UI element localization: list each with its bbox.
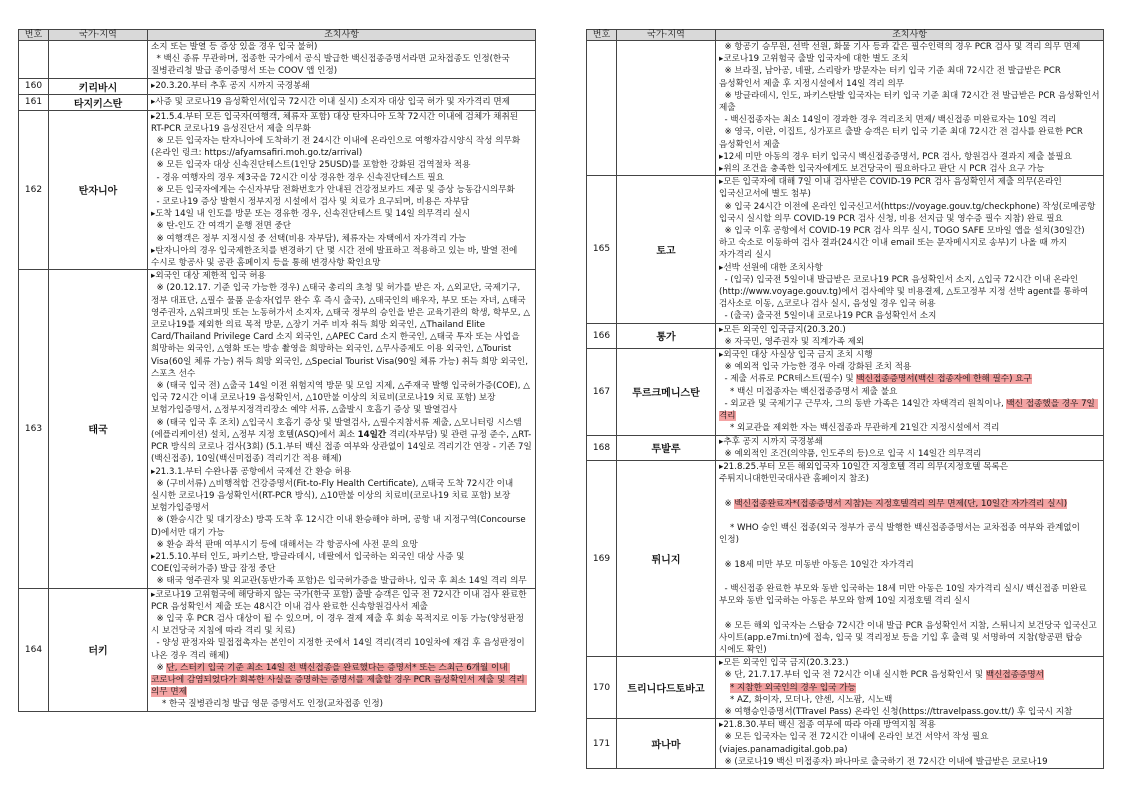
table-row <box>587 349 1104 435</box>
measure-segment: ▸21.5.4.부터 모든 입국자(여행객, 체류자 포함) 대상 탄자니아 도착 72시간 이내에 검체가 채취된 RT-PCR 코로나19 음성진단서 제출 의무화 ※ 모든 입국자는 탄자니아에 도착하기 전 24시간 이내에 온라인으로 여행자감시양식 작성 의무화 (온라인 링크: https://afyamsafiri.moh.go.tz/arrival) ※ 모든 입국자 대상 신속진단테스트(1인당 25USD)를 포함한 강화된 검역절차 적용 - 경유 여행자의 경우 제3국을 72시간 이상 경유한 경우 신속진단테스트 필요 ※ 모든 입국자에게는 수신자부담 전화번호가 안내된 건강정보카드 제공 및 증상 능동감시의무화 - 코로나19 증상 발현시 정부지정 시설에서 검사 및 치료가 요구되며, 비용은 자부담 ▸도착 14일 내 인도를 방문 또는 경유한 경우, 신속진단테스트 및 14일 의무격리 실시 ※ 탄-인도 간 여객기 운행 전면 중단 ※ 여행객은 정부 지정시설 중 선택(비용 자부담), 체류자는 자택에서 자가격리 가능 ▸탄자니아의 경우 입국제한조치를 변경하기 단 몇 시간 전에 발표하고 적용하고 있는 바, 발열 전에 수시로 항공사 및 공관 홈페이지 등을 통해 변경사항 확인요망 <box>151 111 521 269</box>
measures-cell <box>716 176 1104 323</box>
table-header-row <box>587 30 1104 41</box>
highlighted-text: 백신접종완료자*(접종증명서 지참)는 지정호텔격리 의무 면제(단, 10일간 자가격리 실시) <box>734 498 1068 509</box>
header-measures: 조치사항 <box>716 30 1104 41</box>
measure-text <box>151 96 532 108</box>
right-measures-table <box>586 29 1104 769</box>
measure-segment: * 한국 질병관리청 발급 영문 증명서도 인정(교차접종 인정) <box>161 699 383 710</box>
measure-segment: ▸모든 외국인 입국 금지(20.3.23.) ※ 단, 21.7.17.부터 입국 전 72시간 이내 실시한 PCR 음성확인서 및 <box>719 658 984 681</box>
measure-segment: ▸추후 공지 시까지 국경봉쇄 ※ 예외적인 조건(의약품, 인도주의 등)으로 입국 시 14일간 의무격리 <box>719 436 982 459</box>
measure-segment: ▸사증 및 코로나19 음성확인서(입국 72시간 이내 실시) 소지자 대상 입국 허가 및 자가격리 면제 <box>151 97 510 107</box>
measures-cell <box>716 719 1104 769</box>
country-name: 태국 <box>49 270 148 588</box>
measures-cell <box>716 460 1104 656</box>
country-name: 키리바시 <box>49 78 148 94</box>
measure-segment: ▸모든 입국자에 대해 7일 이내 검사받은 COVID-19 PCR 검사 음성확인서 제출 의무(온라인 입국신고서에 별도 첨부) ※ 입국 24시간 이전에 온라인 입국신고서(https://voyage.gouv.tg/checkphone) 작성(로메공항 입국시 실시할 의무 COVID-19 PCR 검사 신청, 비용 선지급 및 영수증 필수 지참) 완료 필요 ※ 입국 이후 공항에서 COVID-19 PCR 검사 의무 실시, TOGO SAFE 모바일 앱을 설치(30일간)하고 숙소로 이동하여 검사 결과(24시간 이내 email 또는 문자메시지로 송부)기 나올 때 까지 자가격리 실시 ▸선박 선원에 대한 조치사항 - (입국) 입국전 5일이내 발급받은 코로나19 PCR 음성확인서 소지, △입국 72시간 이내 온라인(http://www.voyage.gouv.tg)에서 검사예약 및 비용결제, △토고정부 지정 선박 agent를 통하여 검사소로 이동, △코로나 검사 실시, 음성일 경우 입국 허용 - (출국) 출국전 5일이내 코로나19 PCR 음성확인서 소지 <box>719 177 1096 322</box>
header-country: 국가·지역 <box>617 30 716 41</box>
country-name: 탄자니아 <box>49 110 148 270</box>
table-row <box>19 41 536 79</box>
row-number: 169 <box>587 460 617 656</box>
measure-text <box>719 324 1100 348</box>
measures-cell <box>716 349 1104 435</box>
measure-segment: 소지 또는 발열 등 증상 있을 경우 입국 불허) * 백신 종류 무관하며, 접종한 국가에서 공식 발급한 백신접종증명서라면 교차접종도 인정(한국 질병관리청 발급 종이증명서 또는 COOV 앱 인정) <box>151 42 510 77</box>
measure-segment: 격리(자부담) 및 관련 규정 준수, △RT-PCR 방식의 코로나 검사(3회) (5.1.부터 백신 접종 여부와 상관없이 14일로 격리기간 연장 - 기존 7일(백신접종), 10일(백신미접종) 격리기간 적용 해제) ▸21.3.1.부터 수완나품 공항에서 국제선 간 환승 허용 ※ (구비서류) △비행적합 건강증명서(Fit-to-Fly Health Certificate), △태국 도착 72시간 이내 실시한 코로나19 음성확인서(RT-PCR 방식), △10만불 이상의 치료비(코로나19 치료 포함) 보장 보험가입증명서 ※ (환승시간 및 대기장소) 방콕 도착 후 12시간 이내 환승해야 하며, 공항 내 지정구역(Concourse D)에서만 대기 가능 ※ 환승 좌석 판매 여부시기 등에 대해서는 각 항공사에 사전 문의 요망 ▸21.5.10.부터 인도, 파키스탄, 방글라데시, 네팔에서 입국하는 외국인 대상 사증 및 COE(입국허가증) 발급 잠정 중단 ※ 태국 영주권자 및 외교관(동반가족 포함)은 입국허가증을 발급하나, 입국 후 최소 14일 격리 의무 <box>151 429 532 587</box>
measures-cell <box>148 110 536 270</box>
table-row <box>587 719 1104 769</box>
country-name: 토고 <box>617 176 716 323</box>
row-number: 164 <box>19 588 49 711</box>
measure-segment: ▸외국인 대상 사실상 입국 금지 조치 시행 ※ 예외적 입국 가능한 경우 아래 강화된 조치 적용 - 제출 서류로 PCR테스트(필수) 및 <box>719 350 912 385</box>
country-name: 파나마 <box>617 719 716 769</box>
measure-segment: ▸코로나19 고위험국에 해당하지 않는 국가(한국 포함) 출발 승객은 입국 전 72시간 이내 검사 완료한 PCR 음성확인서 제출 또는 48시간 이내 검사 완료한 신속항원검사서 제출 ※ 입국 후 PCR 검사 대상이 될 수 있으며, 이 경우 결제 제출 후 회송 목적지로 이동 가능(양성판정 시 보건당국 지침에 따라 격리 및 치료) - 양성 판정자와 밀접접촉자는 본인이 지정한 곳에서 14일 격리(격리 10일차에 재검 후 음성판정이 나온 경우 격리 해제) ※ <box>151 589 527 673</box>
country-name <box>617 41 716 176</box>
row-number: 160 <box>19 78 49 94</box>
row-number <box>19 41 49 79</box>
row-number: 171 <box>587 719 617 769</box>
measure-segment: ▸21.8.25.부터 모든 해외입국자 10일간 지정호텔 격리 의무(지정호텔 목록은 주튀지니대한민국대사관 홈페이지 참조) ※ <box>719 461 1009 509</box>
measure-text <box>719 657 1100 718</box>
highlighted-text: 백신접종증명서 <box>985 670 1044 681</box>
country-name <box>49 41 148 79</box>
measures-cell <box>148 588 536 711</box>
measure-text <box>719 41 1100 175</box>
measure-text <box>151 589 532 711</box>
table-row <box>587 460 1104 656</box>
measures-cell <box>716 435 1104 460</box>
measure-text <box>719 349 1100 434</box>
measure-text <box>151 41 532 78</box>
measure-segment: ▸21.8.30.부터 백신 접종 여부에 따라 아래 방역지침 적용 ※ 모든 입국자는 입국 전 72시간 이내에 온라인 보건 서약서 작성 필요 (viajes.panamadigital.gob.pa) ※ (코로나19 백신 미접종자) 파나마로 출국하기 전 72시간 이내에 발급받은 코로나19 <box>719 720 1048 767</box>
measure-segment: * 외교관을 제외한 자는 백신접종과 무관하게 21일간 지정시설에서 격리 <box>729 423 1000 434</box>
highlighted-text: 단, 스터키 입국 기준 최소 14일 전 백신접종을 완료했다는 증명서* 또는 스최근 6개월 이내 코로나에 감염되었다가 회복한 사실을 증명하는 증명서를 제출할 경우 PCR 음성확인서 제출 및 격리 의무 면제 <box>151 662 528 698</box>
measure-text <box>719 436 1100 460</box>
header-country: 국가·지역 <box>49 30 148 41</box>
left-measures-table <box>18 29 536 712</box>
row-number <box>587 41 617 176</box>
measure-text <box>151 111 532 270</box>
measures-cell <box>716 323 1104 348</box>
country-name: 튀니지 <box>617 460 716 656</box>
measure-segment <box>719 683 730 693</box>
row-number: 162 <box>19 110 49 270</box>
measure-segment: ▸모든 외국인 입국금지(20.3.20.) ※ 자국민, 영주권자 및 직계가족 제외 <box>719 324 865 347</box>
measure-segment: 14일간 <box>357 429 387 440</box>
measure-text <box>151 270 532 587</box>
measures-cell <box>148 41 536 79</box>
table-row <box>19 94 536 110</box>
row-number: 163 <box>19 270 49 588</box>
country-name: 투르크메니스탄 <box>617 349 716 435</box>
row-number: 170 <box>587 657 617 719</box>
row-number: 168 <box>587 435 617 460</box>
table-row <box>587 435 1104 460</box>
measure-segment: * AZ, 화이자, 모더나, 얀센, 시노팜, 시노백 ※ 여행승인증명서(TTravel Pass) 온라인 신청(https://ttravelpass.gov.tt/) 후 입국시 지참 <box>724 694 1073 717</box>
table-row <box>587 176 1104 323</box>
country-name: 터키 <box>49 588 148 711</box>
measure-text <box>719 176 1100 322</box>
table-row <box>587 41 1104 176</box>
measure-segment: * 백신 미접종자는 백신접종증명서 제출 불요 - 외교관 및 국제기구 근무자, 그의 동반 가족은 14일간 자택격리 원칙이나, <box>724 386 1004 409</box>
country-name: 타지키스탄 <box>49 94 148 110</box>
row-number: 166 <box>587 323 617 348</box>
measures-cell <box>148 270 536 588</box>
country-name: 트리니다드토바고 <box>617 657 716 719</box>
measures-cell <box>716 41 1104 176</box>
highlighted-text: * 지참한 외국인의 경우 입국 가능 <box>729 682 856 693</box>
measure-segment: ▸외국인 대상 제한적 입국 허용 ※ (20.12.17. 기준 입국 가능한 경우) △태국 총리의 초청 및 허가를 받은 자, △외교단, 국제기구, 정부 대표단, △필수 물품 운송자(업무 완수 후 즉시 출국), △태국인의 배우자, 부모 또는 자녀, △태국 영주권자, △워크퍼밋 또는 노동허가서 소지자, △태국 정부의 승인을 받은 교육기관의 학생, 학부모, △코로나19를 제외한 의료 목적 방문, △장기 거주 비자 취득 희망 외국인, △Thailand Elite Card/Thailand Privilege Card 소지 외국인, △APEC Card 소지 한국인, △태국 투자 또는 사업을 희망하는 외국인, △영화 또는 방송 촬영을 희망하는 외국인, △무사증제도 이용 외국인, △Tourist Visa(60일 체류 가능) 취득 희망 외국인, △Special Tourist Visa(90일 체류 가능) 취득 희망 외국인, 스포츠 선수 ※ (태국 입국 전) △출국 14일 이전 위험지역 방문 및 모임 지제, △주재국 발행 입국허가증(COE), △입국 72시간 이내 코로나19 음성확인서, △10만불 이상의 치료비(코로나19 치료 포함) 보장 보험가입증명서, △정부지정격리장소 예약 서류, △출발시 호흡기 증상 및 발열검사 ※ (태국 입국 후 조치) △입국시 호흡기 증상 및 발열검사, △필수지참서류 제출, △모니터링 시스템(에플리케이션) 설치, △정부 지정 호텔(ASQ)에서 최소 <box>151 271 530 440</box>
measure-text <box>719 719 1100 768</box>
measure-text <box>151 80 532 92</box>
header-num: 번호 <box>587 30 617 41</box>
measures-cell <box>148 78 536 94</box>
measure-segment: ※ 항공기 승무원, 선박 선원, 화물 기사 등과 같은 필수인력의 경우 PCR 검사 및 격리 의무 면제 ▸코로나19 고위험국 출발 입국자에 대한 별도 조치 ※ 브라질, 남아공, 네팔, 스리랑카 방문자는 터키 입국 기준 최대 72시간 전 발급받은 PCR 음성확인서 제출 후 지정시설에서 14일 격리 의무 ※ 방글라데시, 인도, 파키스탄발 입국자는 터키 입국 기준 최대 72시간 전 발급받은 PCR 음성확인서 제출 - 백신접종자는 최소 14일이 경과한 경우 격리조치 면제/ 백신접종 미완료자는 10일 격리 ※ 영국, 이란, 이집트, 싱가포르 출발 승객은 터키 입국 기준 최대 72시간 전 검사를 완료한 PCR 음성확인서 제출 ▸12세 미만 아동의 경우 터키 입국시 백신접종증명서, PCR 검사, 항원검사 결과지 제출 불필요 ▸위의 조건을 충족한 입국자에게도 보건당국이 필요하다고 판단 시 PCR 검사 요구 가능 <box>719 42 1100 175</box>
header-num: 번호 <box>19 30 49 41</box>
table-row <box>587 323 1104 348</box>
table-row <box>587 657 1104 719</box>
header-measures: 조치사항 <box>148 30 536 41</box>
measure-segment: ▸20.3.20.부터 추후 공지 시까지 국경봉쇄 <box>151 81 310 91</box>
row-number: 161 <box>19 94 49 110</box>
row-number: 165 <box>587 176 617 323</box>
table-row <box>19 78 536 94</box>
measures-cell <box>148 94 536 110</box>
highlighted-text: 백신접종증명서(백신 접종자에 한해 필수) 요구 <box>856 374 1032 385</box>
table-row <box>19 110 536 270</box>
country-name: 투발루 <box>617 435 716 460</box>
measure-text <box>719 461 1100 656</box>
measure-segment: * WHO 승인 백신 접종(외국 정부가 공식 발행한 백신접종증명서는 교차접종 여부와 관계없이 인정) ※ 18세 미만 부모 미동반 아동은 10일간 자가격리 - 백신접종 완료한 부모와 동반 입국하는 18세 미만 아동은 10일 자가격리 실시/ 백신접종 미완료 부모와 동반 입국하는 아동은 부모와 함께 10일 지정호텔 격리 실시 ※ 모든 해외 입국자는 스탑승 72시간 이내 발급 PCR 음성확인서 지참, 스튀니지 보건당국 입국신고 사이트(app.e7mi.tn)에 접속, 입국 및 격리정보 등을 기입 후 출력 및 서명하여 지참(항공편 탑승 시에도 확인) <box>719 522 1097 655</box>
row-number: 167 <box>587 349 617 435</box>
country-name: 통가 <box>617 323 716 348</box>
highlighted-text: 백신 접종했을 경우 7일 격리 <box>719 398 1098 422</box>
table-row <box>19 270 536 588</box>
table-row <box>19 588 536 711</box>
measures-cell <box>716 657 1104 719</box>
table-header-row <box>19 30 536 41</box>
